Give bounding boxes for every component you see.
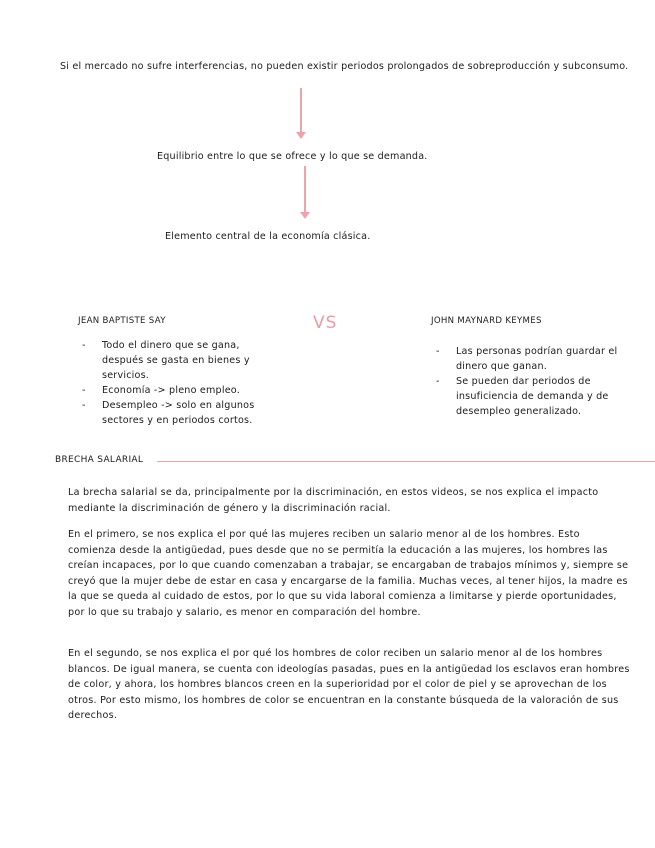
list-item: - Economía -> pleno empleo. [82,383,272,398]
section-title: BRECHA SALARIAL [55,455,144,465]
list-item: - Todo el dinero que se gana, después se gasta en bienes y servicios. [82,338,272,383]
paragraph: La brecha salarial se da, principalmente por la discriminación, en estos videos, se nos explica el impacto mediante la discriminación de género y la discriminación racial. [68,487,599,514]
left-column-title: JEAN BAPTISTE SAY [78,316,166,326]
intro-text: Si el mercado no sufre interferencias, no pueden existir periodos prolongados de sobreproducción y subconsumo. [60,61,629,72]
left-bullet-list [82,338,272,428]
right-column-title: JOHN MAYNARD KEYMES [431,316,542,326]
section-divider [157,461,655,462]
list-item: - Desempleo -> solo en algunos sectores y en periodos cortos. [82,398,272,428]
list-item: - Se pueden dar periodos de insuficiencia de demanda y de desempleo generalizado. [436,374,626,419]
right-bullet-list [436,344,626,419]
paragraph: En el primero, se nos explica el por qué las mujeres reciben un salario menor al de los hombres. Esto comienza desde la antigüedad, pues desde que no se permitía la educación a las mujeres, los hombres las creían incapaces, por lo que cuando comenzaban a trabajar, se encargaban de trabajos mínimos y, siempre se creyó que la mujer debe de estar en casa y encargarse de la familia. Muchas veces, al tener hijos, la madre es la que se queda al cuidado de estos, por lo que su vida laboral comienza a limitarse y pierde oportunidades, por lo que su trabajo y salario, es menor en comparación del hombre. [68,529,629,618]
list-item: - Las personas podrían guardar el dinero que ganan. [436,344,626,374]
flow-step-2: Elemento central de la economía clásica. [165,231,371,242]
arrow-down-icon [300,88,302,134]
arrow-down-icon [304,166,306,214]
vs-label: VS [313,313,338,333]
flow-step-1: Equilibrio entre lo que se ofrece y lo que se demanda. [157,151,428,162]
paragraph: En el segundo, se nos explica el por qué los hombres de color reciben un salario menor al de los hombres blancos. De igual manera, se cuenta con ideologías pasadas, pues en la antigüedad los esclavos eran hombres de color, y ahora, los hombres blancos creen en la superioridad por el color de piel y se aprovechan de los otros. Por esto mismo, los hombres de color se encuentran en la constante búsqueda de la valoración de sus derechos. [68,648,630,722]
